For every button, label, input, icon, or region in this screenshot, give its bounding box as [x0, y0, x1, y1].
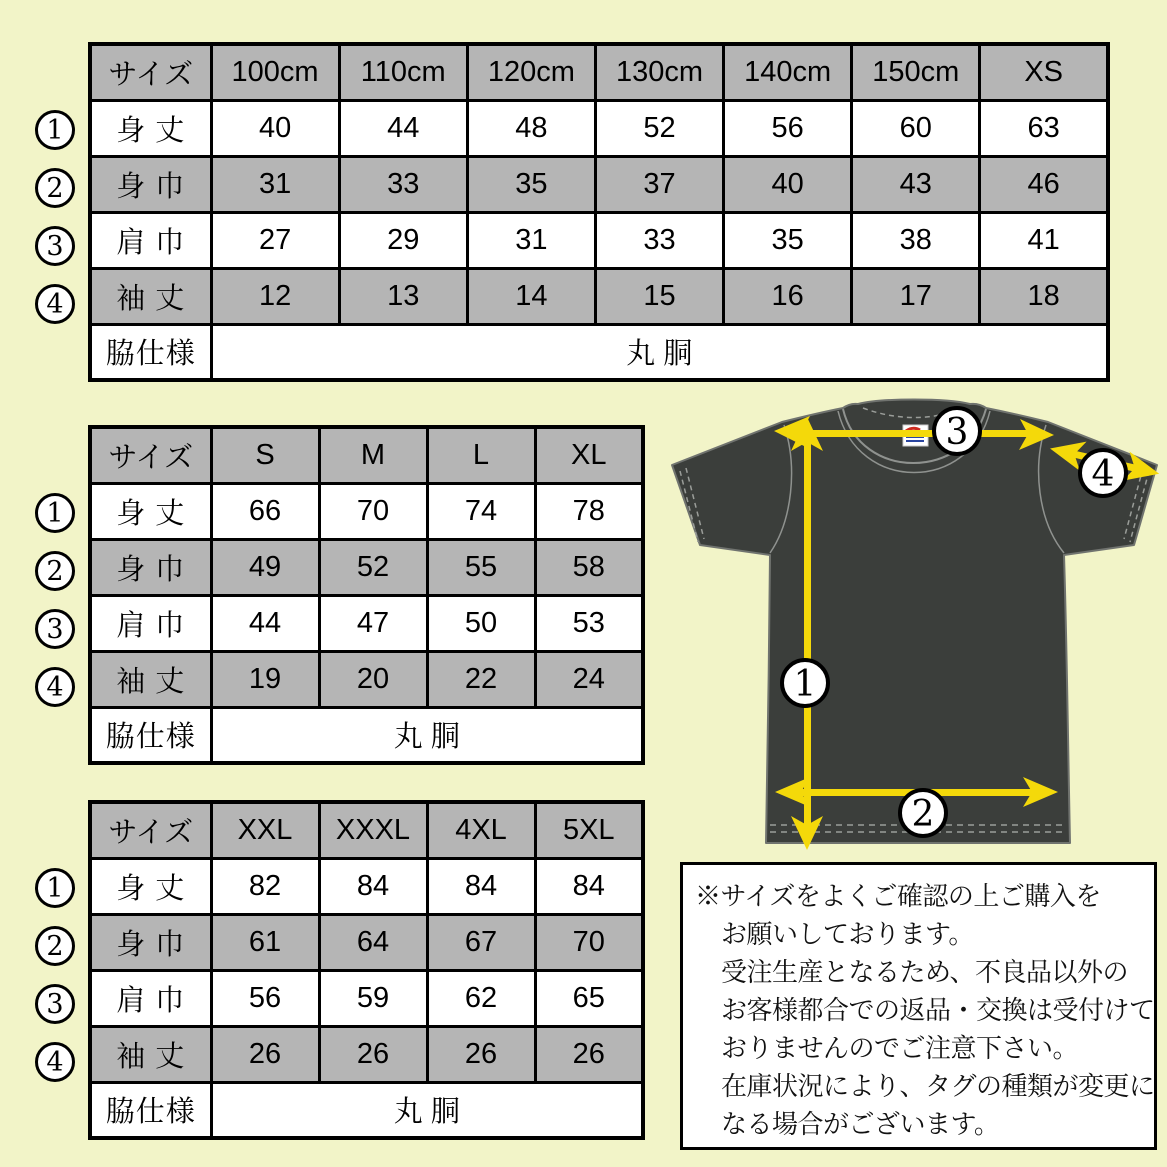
adult-marker-1	[35, 493, 75, 533]
size-column-header: 150cm	[852, 44, 980, 100]
measure-value: 41	[980, 212, 1108, 268]
side-spec-value: 丸 胴	[211, 324, 1108, 380]
size-column-header: XXXL	[319, 802, 427, 858]
measure-value: 38	[852, 212, 980, 268]
measure-value: 33	[339, 156, 467, 212]
measure-value: 84	[535, 858, 643, 914]
size-table-kids	[88, 42, 1110, 382]
notice-line: ※サイズをよくご確認の上ご購入を	[695, 881, 1101, 911]
measure-value: 62	[427, 970, 535, 1026]
measure-value: 13	[339, 268, 467, 324]
measure-value: 66	[211, 483, 319, 539]
kids-marker-3	[35, 226, 75, 266]
measure-value: 26	[319, 1026, 427, 1082]
adult-marker-4-number: 4	[46, 671, 64, 703]
size-column-header: XXL	[211, 802, 319, 858]
measure-value: 56	[211, 970, 319, 1026]
size-column-header: M	[319, 427, 427, 483]
plus-marker-1-number: 1	[46, 872, 64, 904]
notice-line: お願いしております。	[721, 919, 974, 949]
kids-marker-3-number: 3	[46, 230, 64, 262]
measure-value: 27	[211, 212, 339, 268]
diagram-marker-3-number: 3	[945, 412, 969, 453]
measure-value: 26	[211, 1026, 319, 1082]
size-column-header: 5XL	[535, 802, 643, 858]
measure-value: 50	[427, 595, 535, 651]
measure-row-label: 身 巾	[90, 914, 211, 970]
size-column-header: 110cm	[339, 44, 467, 100]
side-spec-label: 脇仕様	[90, 1082, 211, 1138]
measure-value: 70	[319, 483, 427, 539]
adult-marker-3-number: 3	[46, 613, 64, 645]
size-column-header: L	[427, 427, 535, 483]
measure-value: 40	[724, 156, 852, 212]
measure-value: 78	[535, 483, 643, 539]
measure-row-label: 肩 巾	[90, 970, 211, 1026]
size-column-header: 120cm	[467, 44, 595, 100]
measure-value: 52	[595, 100, 723, 156]
kids-marker-2-number: 2	[46, 172, 64, 204]
measure-value: 44	[211, 595, 319, 651]
diagram-marker-2-number: 2	[911, 794, 935, 835]
measure-row-label: 身 丈	[90, 483, 211, 539]
measure-value: 26	[427, 1026, 535, 1082]
measure-value: 33	[595, 212, 723, 268]
measure-value: 61	[211, 914, 319, 970]
measure-value: 26	[535, 1026, 643, 1082]
measure-value: 55	[427, 539, 535, 595]
measure-value: 60	[852, 100, 980, 156]
measure-row-label: 肩 巾	[90, 212, 211, 268]
measure-value: 58	[535, 539, 643, 595]
measure-value: 15	[595, 268, 723, 324]
adult-marker-2-number: 2	[46, 555, 64, 587]
size-column-header: S	[211, 427, 319, 483]
adult-marker-3	[35, 609, 75, 649]
measure-value: 35	[467, 156, 595, 212]
measure-value: 67	[427, 914, 535, 970]
measure-value: 52	[319, 539, 427, 595]
measure-row-label: 袖 丈	[90, 651, 211, 707]
plus-marker-2-number: 2	[46, 930, 64, 962]
diagram-marker-4-number: 4	[1091, 454, 1115, 495]
plus-marker-3	[35, 984, 75, 1024]
measure-value: 31	[467, 212, 595, 268]
notice-line: おりませんのでご注意下さい。	[721, 1033, 1079, 1063]
measure-value: 18	[980, 268, 1108, 324]
notice-line: 受注生産となるため、不良品以外の	[721, 957, 1128, 987]
notice-line: なる場合がございます。	[721, 1109, 1000, 1139]
measure-row-label: 袖 丈	[90, 1026, 211, 1082]
size-header-label: サイズ	[90, 427, 211, 483]
measure-value: 47	[319, 595, 427, 651]
measure-value: 14	[467, 268, 595, 324]
side-spec-value: 丸 胴	[211, 1082, 643, 1138]
plus-marker-3-number: 3	[46, 988, 64, 1020]
size-column-header: XL	[535, 427, 643, 483]
measure-value: 74	[427, 483, 535, 539]
measure-value: 82	[211, 858, 319, 914]
tshirt-measurement-diagram	[660, 395, 1165, 865]
size-table-adult	[88, 425, 645, 765]
kids-marker-1-number: 1	[46, 114, 64, 146]
measure-value: 22	[427, 651, 535, 707]
measure-value: 84	[319, 858, 427, 914]
measure-row-label: 肩 巾	[90, 595, 211, 651]
kids-marker-4	[35, 284, 75, 324]
measure-value: 49	[211, 539, 319, 595]
adult-marker-1-number: 1	[46, 497, 64, 529]
plus-marker-2	[35, 926, 75, 966]
measure-value: 56	[724, 100, 852, 156]
measure-value: 46	[980, 156, 1108, 212]
notice-line: 在庫状況により、タグの種類が変更に	[721, 1071, 1155, 1101]
size-table-plus	[88, 800, 645, 1140]
size-column-header: 100cm	[211, 44, 339, 100]
measure-row-label: 身 丈	[90, 858, 211, 914]
side-spec-value: 丸 胴	[211, 707, 643, 763]
measure-value: 16	[724, 268, 852, 324]
measure-value: 31	[211, 156, 339, 212]
size-column-header: 130cm	[595, 44, 723, 100]
side-spec-label: 脇仕様	[90, 707, 211, 763]
measure-value: 17	[852, 268, 980, 324]
measure-value: 20	[319, 651, 427, 707]
kids-marker-2	[35, 168, 75, 208]
measure-row-label: 袖 丈	[90, 268, 211, 324]
purchase-notice-box	[680, 862, 1157, 1150]
size-header-label: サイズ	[90, 44, 211, 100]
measure-value: 24	[535, 651, 643, 707]
measure-row-label: 身 巾	[90, 156, 211, 212]
measure-value: 43	[852, 156, 980, 212]
measure-value: 65	[535, 970, 643, 1026]
measure-value: 64	[319, 914, 427, 970]
size-column-header: 4XL	[427, 802, 535, 858]
size-header-label: サイズ	[90, 802, 211, 858]
size-column-header: XS	[980, 44, 1108, 100]
measure-value: 84	[427, 858, 535, 914]
kids-marker-4-number: 4	[46, 288, 64, 320]
measure-value: 19	[211, 651, 319, 707]
plus-marker-1	[35, 868, 75, 908]
adult-marker-4	[35, 667, 75, 707]
plus-marker-4	[35, 1042, 75, 1082]
size-column-header: 140cm	[724, 44, 852, 100]
measure-value: 59	[319, 970, 427, 1026]
measure-value: 29	[339, 212, 467, 268]
measure-value: 53	[535, 595, 643, 651]
measure-value: 63	[980, 100, 1108, 156]
measure-value: 12	[211, 268, 339, 324]
measure-value: 40	[211, 100, 339, 156]
side-spec-label: 脇仕様	[90, 324, 211, 380]
measure-value: 48	[467, 100, 595, 156]
notice-line: お客様都合での返品・交換は受付けて	[721, 995, 1155, 1025]
measure-value: 37	[595, 156, 723, 212]
measure-row-label: 身 巾	[90, 539, 211, 595]
measure-value: 35	[724, 212, 852, 268]
diagram-marker-1-number: 1	[793, 664, 817, 705]
measure-row-label: 身 丈	[90, 100, 211, 156]
plus-marker-4-number: 4	[46, 1046, 64, 1078]
measure-value: 70	[535, 914, 643, 970]
adult-marker-2	[35, 551, 75, 591]
kids-marker-1	[35, 110, 75, 150]
measure-value: 44	[339, 100, 467, 156]
